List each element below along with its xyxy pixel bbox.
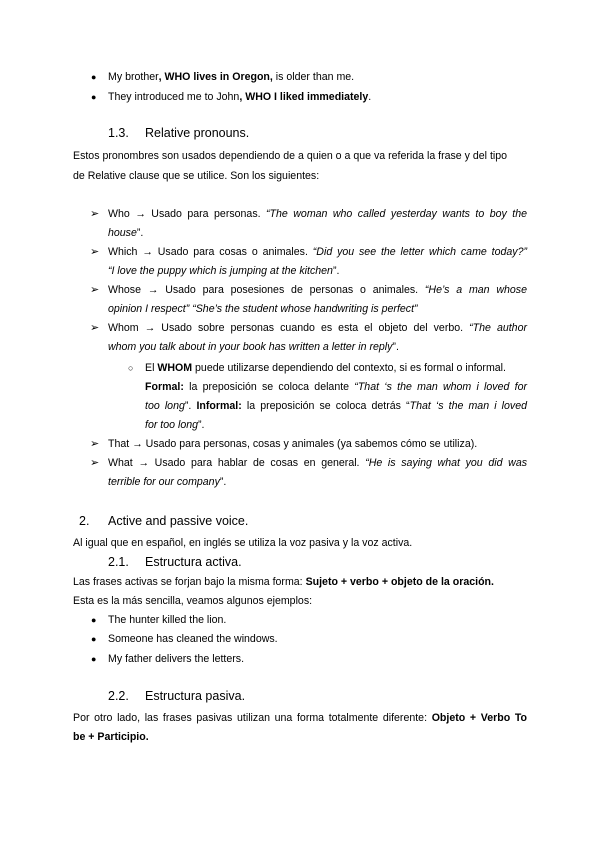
- sub-item-informal: too long”. Informal: la preposición se coloca detrás “That ‘s the man i loved: [145, 400, 527, 412]
- paragraph-line: Al igual que en español, en inglés se utiliza la voz pasiva y la voz activa.: [73, 537, 413, 549]
- list-item: My brother, WHO lives in Oregon, is older than me.: [108, 71, 355, 83]
- list-item-whose-cont: opinion I respect” “She’s the student whose handwriting is perfect”: [108, 303, 418, 315]
- list-item-whom: Whom → Usado sobre personas cuando es esta el objeto del verbo. “The author: [108, 322, 527, 334]
- paragraph-line: Esta es la más sencilla, veamos algunos ejemplos:: [73, 595, 313, 607]
- section-number: 2.2.: [108, 689, 129, 703]
- arrow-bullet-icon: ➢: [90, 457, 100, 469]
- sub-item-formal: Formal: la preposición se coloca delante “That ‘s the man whom i loved for: [145, 381, 527, 393]
- list-item: They introduced me to John, WHO I liked immediately.: [108, 91, 372, 103]
- bullet-icon: ●: [91, 72, 97, 82]
- sub-item-informal-cont: for too long”.: [145, 419, 205, 431]
- paragraph-line: Por otro lado, las frases pasivas utilizan una forma totalmente diferente: Objeto + Verbo To: [73, 712, 528, 724]
- section-number: 1.3.: [108, 126, 129, 140]
- list-item-what-cont: terrible for our company”.: [108, 476, 227, 488]
- list-item-what: What → Usado para hablar de cosas en general. “He is saying what you did was: [108, 457, 528, 469]
- arrow-bullet-icon: ➢: [90, 438, 100, 450]
- section-number: 2.: [79, 514, 90, 528]
- list-item-whose: Whose → Usado para posesiones de personas o animales. “He’s a man whose: [108, 284, 527, 296]
- list-item: The hunter killed the lion.: [108, 614, 227, 626]
- bullet-icon: ●: [91, 615, 97, 625]
- paragraph-line: be + Participio.: [73, 731, 149, 743]
- arrow-bullet-icon: ➢: [90, 322, 100, 334]
- arrow-bullet-icon: ➢: [90, 246, 100, 258]
- section-title: Estructura activa.: [145, 555, 242, 569]
- paragraph-line: Las frases activas se forjan bajo la misma forma: Sujeto + verbo + objeto de la oración.: [73, 576, 494, 588]
- list-item-which: Which → Usado para cosas o animales. “Did you see the letter which came today?”: [108, 246, 527, 258]
- sub-item-whom: El WHOM puede utilizarse dependiendo del contexto, si es formal o informal.: [145, 362, 506, 374]
- section-number: 2.1.: [108, 555, 129, 569]
- paragraph-line: de Relative clause que se utilice. Son los siguientes:: [73, 170, 320, 182]
- arrow-bullet-icon: ➢: [90, 208, 100, 220]
- list-item-that: That → Usado para personas, cosas y animales (ya sabemos cómo se utiliza).: [108, 438, 478, 450]
- circle-bullet-icon: ○: [128, 363, 134, 373]
- bullet-icon: ●: [91, 92, 97, 102]
- list-item: My father delivers the letters.: [108, 653, 245, 665]
- list-item-who: Who → Usado para personas. “The woman who called yesterday wants to boy the: [108, 208, 527, 220]
- list-item-whom-cont: whom you talk about in your book has written a letter in reply”.: [108, 341, 399, 353]
- list-item-which-cont: “I love the puppy which is jumping at the kitchen”.: [108, 265, 340, 277]
- arrow-bullet-icon: ➢: [90, 284, 100, 296]
- list-item-who-cont: house”.: [108, 227, 144, 239]
- bullet-icon: ●: [91, 654, 97, 664]
- section-title: Estructura pasiva.: [145, 689, 246, 703]
- paragraph-line: Estos pronombres son usados dependiendo de a quien o a que va referida la frase y del tipo: [73, 150, 508, 162]
- bullet-icon: ●: [91, 634, 97, 644]
- section-title: Relative pronouns.: [145, 126, 250, 140]
- list-item: Someone has cleaned the windows.: [108, 633, 278, 645]
- section-title: Active and passive voice.: [108, 514, 249, 528]
